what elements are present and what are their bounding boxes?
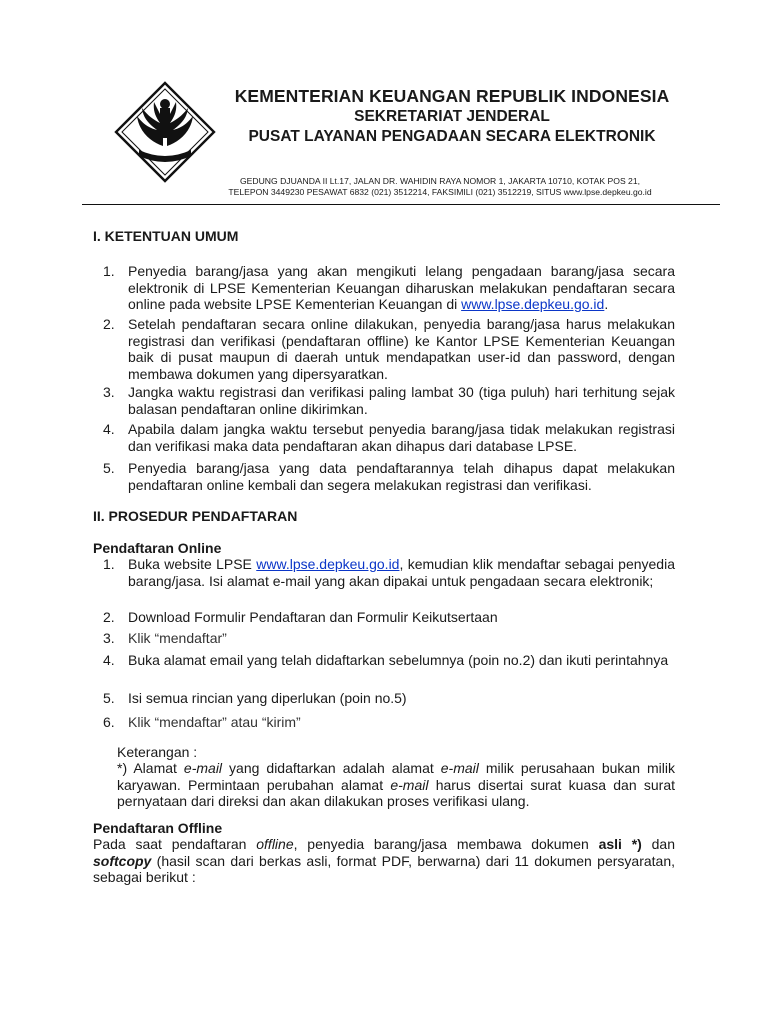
note-emphasis: e-mail <box>390 776 429 793</box>
section-1-title: I. KETENTUAN UMUM <box>93 228 239 244</box>
item-number: 5. <box>103 690 115 706</box>
item-text: Penyedia barang/jasa yang data pendaftarannya telah dihapus dapat melakukan pendaftaran online kembali dan segera melakukan registrasi dan verifikasi. <box>128 460 675 493</box>
note-label: Keterangan : <box>117 744 198 760</box>
offline-subtitle: Pendaftaran Offline <box>93 820 223 836</box>
ministry-logo <box>113 80 217 184</box>
offline-part: Pada saat pendaftaran <box>93 836 257 852</box>
item-number: 4. <box>103 421 115 437</box>
lpse-link[interactable]: www.lpse.depkeu.go.id <box>256 556 400 572</box>
offline-paragraph <box>93 836 675 886</box>
item-number: 1. <box>103 556 115 572</box>
item-text-part: . <box>604 296 609 312</box>
item-number: 3. <box>103 630 115 646</box>
item-text: Buka alamat email yang telah didaftarkan sebelumnya (poin no.2) dan ikuti perintahnya <box>128 652 669 668</box>
online-subtitle: Pendaftaran Online <box>93 540 222 556</box>
note-part: yang didaftarkan adalah alamat <box>222 760 441 776</box>
item-text: Klik “mendaftar” atau “kirim” <box>128 714 301 730</box>
item-number: 5. <box>103 460 115 476</box>
item-text: Klik “mendaftar” <box>128 630 227 646</box>
item-number: 2. <box>103 316 115 332</box>
org-name: KEMENTERIAN KEUANGAN REPUBLIK INDONESIA <box>234 86 670 106</box>
item-number: 4. <box>103 652 115 668</box>
item-text: Setelah pendaftaran secara online dilakukan, penyedia barang/jasa harus melakukan registrasi dan verifikasi (pendaftaran offline) ke Kantor LPSE Kementerian Keuangan baik di pusat maupun di daerah untuk mendapatkan user-id dan password, dengan membawa dokumen yang dipersyaratkan. <box>128 316 675 382</box>
item-text-part: , kemudian klik mendaftar sebagai penyedia barang/jasa. Isi alamat e-mail yang akan dipakai untuk pengadaan secara elektronik; <box>128 556 675 589</box>
address-line-1: GEDUNG DJUANDA II Lt.17, JALAN DR. WAHIDIN RAYA NOMOR 1, JAKARTA 10710, KOTAK POS 21, <box>239 176 641 186</box>
item-text <box>128 556 675 589</box>
section-2-title: II. PROSEDUR PENDAFTARAN <box>93 508 298 524</box>
note-emphasis: e-mail <box>440 760 479 776</box>
item-number: 6. <box>103 714 115 730</box>
offline-emphasis: offline <box>256 836 294 852</box>
item-text: Jangka waktu registrasi dan verifikasi paling lambat 30 (tiga puluh) hari terhitung sejak balasan pendaftaran online dikirimkan. <box>128 384 675 417</box>
header-divider <box>82 204 720 205</box>
note-part: *) Alamat <box>117 760 184 776</box>
note-emphasis: e-mail <box>183 760 223 776</box>
item-number: 2. <box>103 609 115 625</box>
offline-bold: asli *) <box>598 836 642 852</box>
unit-name: PUSAT LAYANAN PENGADAAN SECARA ELEKTRONIK <box>248 128 656 145</box>
note-text <box>117 760 675 810</box>
dept-name: SEKRETARIAT JENDERAL <box>354 108 550 125</box>
item-text: Isi semua rincian yang diperlukan (poin no.5) <box>128 690 407 706</box>
item-text-part: Penyedia barang/jasa yang akan mengikuti lelang pengadaan barang/jasa secara elektronik di LPSE Kementerian Keuangan diharuskan melakukan pendaftaran secara online pada website LPSE Kementerian Keuangan di <box>128 263 675 312</box>
item-text: Download Formulir Pendaftaran dan Formulir Keikutsertaan <box>128 609 498 625</box>
note-part: milik perusahaan bukan milik karyawan. Permintaan perubahan alamat <box>117 760 675 793</box>
lpse-link[interactable]: www.lpse.depkeu.go.id <box>461 296 605 312</box>
note-part: harus disertai surat kuasa dan surat pernyataan dari direksi dan akan dilakukan proses verifikasi ulang. <box>117 776 675 809</box>
offline-part: , penyedia barang/jasa membawa dokumen <box>293 836 599 852</box>
item-text-part: Buka website LPSE <box>128 556 257 572</box>
item-text: Apabila dalam jangka waktu tersebut penyedia barang/jasa tidak melakukan registrasi dan verifikasi maka data pendaftaran akan dihapus dari database LPSE. <box>128 421 675 454</box>
offline-part: (hasil scan dari berkas asli, format PDF, berwarna) dari 11 dokumen persyaratan, sebagai berikut : <box>93 852 675 885</box>
item-text <box>128 263 675 313</box>
address-line-2: TELEPON 3449230 PESAWAT 6832 (021) 3512214, FAKSIMILI (021) 3512219, SITUS www.lpse.depkeu.go.id <box>228 187 652 197</box>
offline-part: dan <box>641 836 675 852</box>
item-number: 1. <box>103 263 115 279</box>
item-number: 3. <box>103 384 115 400</box>
offline-bold-italic: softcopy <box>93 852 152 869</box>
